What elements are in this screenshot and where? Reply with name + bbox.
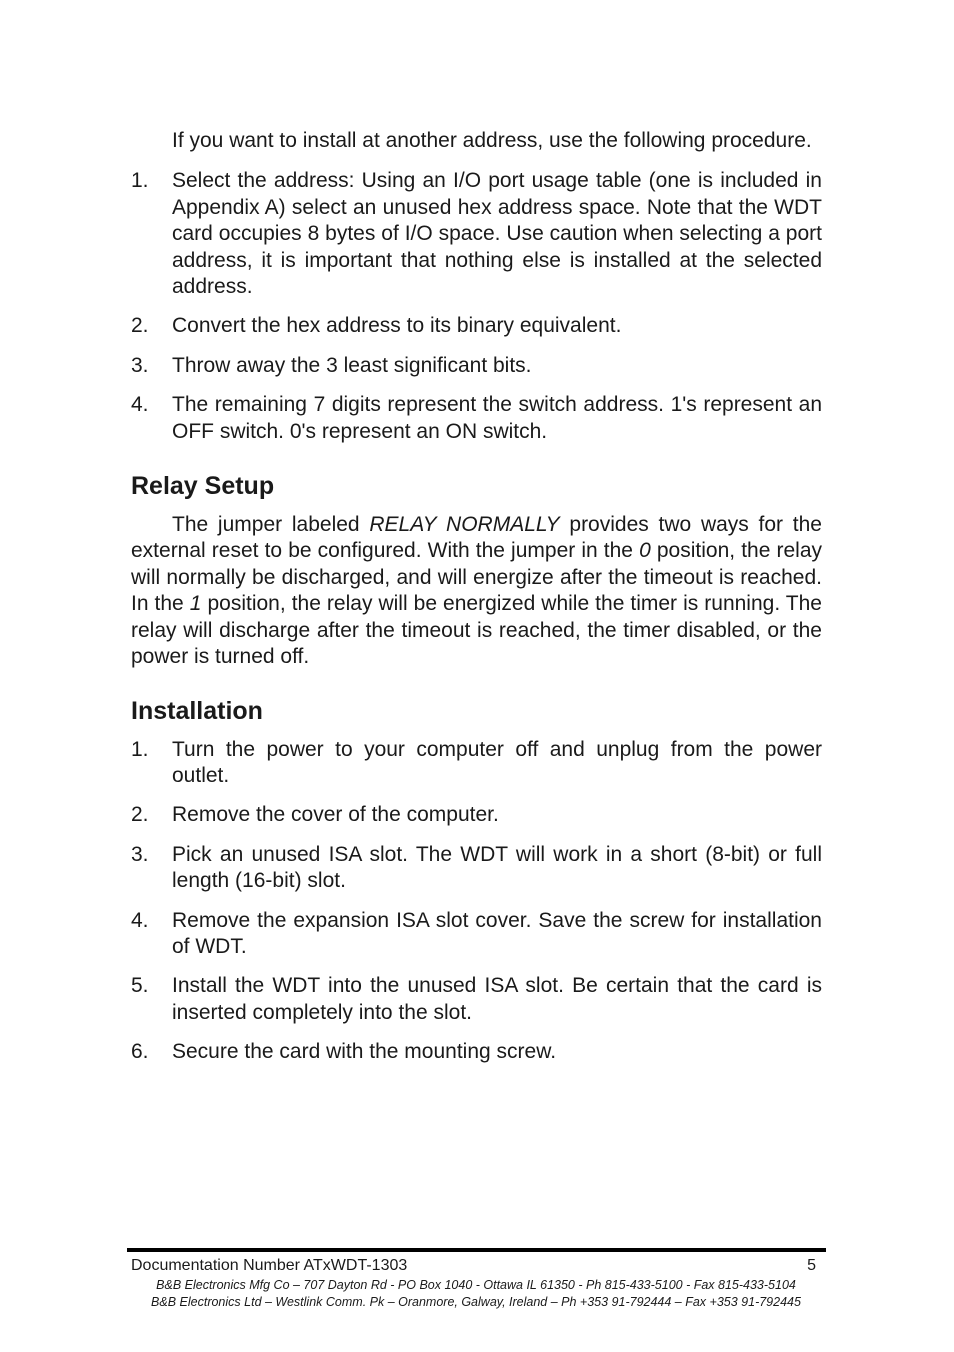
- step-number: 1.: [131, 169, 149, 193]
- list-item: [131, 1039, 822, 1065]
- relay-text: position, the relay will normally be discharged, and will energize after the timeout is reached. In the: [131, 539, 823, 616]
- jumper-position-1: 1: [189, 592, 202, 616]
- list-item: [131, 353, 822, 379]
- list-item: [131, 802, 822, 828]
- step-number: 4.: [131, 908, 149, 932]
- relay-setup-heading: Relay Setup: [131, 472, 275, 501]
- list-item: [131, 737, 822, 790]
- footer-rule: [127, 1248, 826, 1252]
- step-number: 3.: [131, 842, 149, 866]
- jumper-position-0: 0: [639, 539, 651, 563]
- step-number: 1.: [131, 737, 149, 761]
- intro-paragraph: If you want to install at another address, use the following procedure.: [172, 129, 812, 152]
- relay-setup-paragraph: [131, 512, 822, 670]
- step-number: 4.: [131, 393, 149, 417]
- footer-address-us: B&B Electronics Mfg Co – 707 Dayton Rd - PO Box 1040 - Ottawa IL 61350 - Ph 815-433-5100 - Fax 815-433-5104: [156, 1278, 796, 1292]
- step-text: Pick an unused ISA slot. The WDT will work in a short (8-bit) or full length (16-bit) slot.: [172, 842, 822, 893]
- list-item: [131, 842, 822, 895]
- step-number: 6.: [131, 1040, 149, 1064]
- address-procedure-list: [131, 168, 822, 445]
- step-text: The remaining 7 digits represent the switch address. 1's represent an OFF switch. 0's represent an ON switch.: [172, 393, 822, 443]
- documentation-number: Documentation Number ATxWDT-1303: [131, 1257, 408, 1274]
- list-item: [131, 313, 822, 339]
- relay-text: The jumper labeled: [172, 513, 370, 537]
- step-text: Install the WDT into the unused ISA slot. Be certain that the card is inserted completely into the slot.: [172, 974, 822, 1024]
- list-item: [131, 973, 822, 1026]
- footer-address-ireland: B&B Electronics Ltd – Westlink Comm. Pk – Oranmore, Galway, Ireland – Ph +353 91-792444 – Fax +353 91-792445: [151, 1295, 801, 1309]
- page-body: [131, 126, 822, 1066]
- relay-text: provides two ways for the external reset to be configured. With the jumper in the: [131, 513, 822, 563]
- relay-text: position, the relay will be energized while the timer is running. The relay will discharge after the timeout is reached, the timer disabled, or the power is turned off.: [131, 592, 822, 669]
- step-text: Convert the hex address to its binary equivalent.: [172, 314, 622, 338]
- step-number: 2.: [131, 803, 149, 827]
- page-number: 5: [807, 1257, 816, 1274]
- relay-jumper-label: RELAY NORMALLY: [369, 513, 560, 537]
- list-item: [131, 392, 822, 445]
- list-item: [131, 168, 822, 300]
- step-number: 5.: [131, 974, 149, 998]
- step-text: Throw away the 3 least significant bits.: [172, 353, 532, 377]
- step-text: Remove the expansion ISA slot cover. Save the screw for installation of WDT.: [172, 908, 822, 958]
- step-text: Secure the card with the mounting screw.: [172, 1040, 557, 1064]
- step-number: 3.: [131, 353, 149, 377]
- step-text: Turn the power to your computer off and unplug from the power outlet.: [172, 737, 822, 787]
- step-text: Remove the cover of the computer.: [172, 803, 499, 827]
- installation-steps-list: [131, 737, 822, 1066]
- step-text: Select the address: Using an I/O port usage table (one is included in Appendix A) select an unused hex address space. Note that the WDT card occupies 8 bytes of I/O space. Use caution when selecting a port address, it is important that nothing else is installed at the selected address.: [172, 169, 822, 299]
- list-item: [131, 908, 822, 961]
- installation-heading: Installation: [131, 696, 263, 725]
- step-number: 2.: [131, 314, 149, 338]
